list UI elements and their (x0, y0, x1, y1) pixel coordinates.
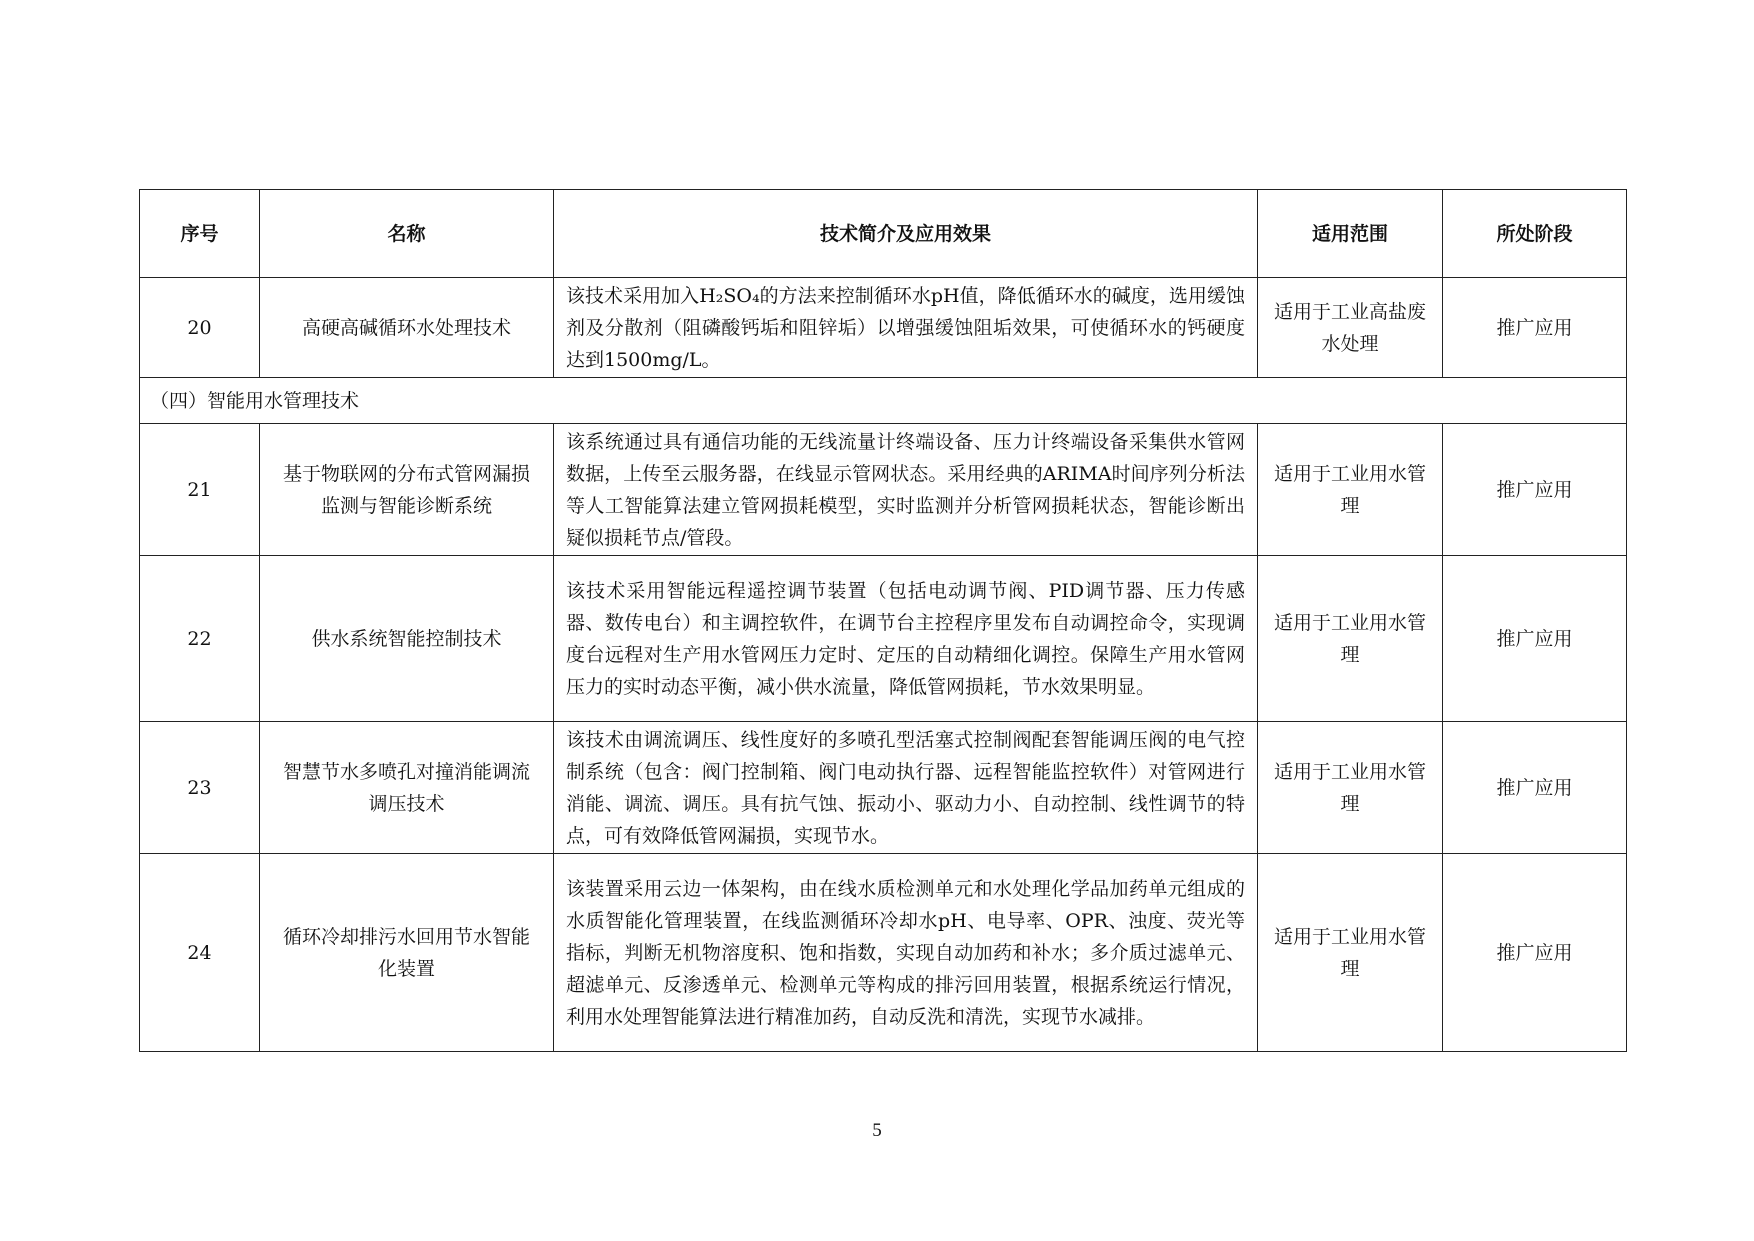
row-name: 高硬高碱循环水处理技术 (260, 278, 554, 378)
row-stage: 推广应用 (1443, 722, 1627, 854)
row-stage: 推广应用 (1443, 424, 1627, 556)
row-scope: 适用于工业用水管理 (1258, 722, 1443, 854)
row-seq: 20 (140, 278, 260, 378)
section-row (140, 378, 1627, 424)
table-row (140, 278, 1627, 378)
row-scope: 适用于工业高盐废水处理 (1258, 278, 1443, 378)
section-title: （四）智能用水管理技术 (140, 378, 1627, 424)
row-stage: 推广应用 (1443, 278, 1627, 378)
row-desc: 该技术由调流调压、线性度好的多喷孔型活塞式控制阀配套智能调压阀的电气控制系统（包含：阀门控制箱、阀门电动执行器、远程智能监控软件）对管网进行消能、调流、调压。具有抗气蚀、振动小、驱动力小、自动控制、线性调节的特点，可有效降低管网漏损，实现节水。 (554, 722, 1258, 854)
table-row (140, 722, 1627, 854)
header-name: 名称 (260, 190, 554, 278)
row-name: 智慧节水多喷孔对撞消能调流调压技术 (260, 722, 554, 854)
header-scope: 适用范围 (1258, 190, 1443, 278)
row-scope: 适用于工业用水管理 (1258, 556, 1443, 722)
row-stage: 推广应用 (1443, 854, 1627, 1052)
page-number: 5 (872, 1120, 882, 1141)
row-name: 循环冷却排污水回用节水智能化装置 (260, 854, 554, 1052)
header-seq: 序号 (140, 190, 260, 278)
row-desc: 该系统通过具有通信功能的无线流量计终端设备、压力计终端设备采集供水管网数据，上传至云服务器，在线显示管网状态。采用经典的ARIMA时间序列分析法等人工智能算法建立管网损耗模型，实时监测并分析管网损耗状态，智能诊断出疑似损耗节点/管段。 (554, 424, 1258, 556)
row-desc: 该装置采用云边一体架构，由在线水质检测单元和水处理化学品加药单元组成的水质智能化管理装置，在线监测循环冷却水pH、电导率、OPR、浊度、荧光等指标，判断无机物溶度积、饱和指数，实现自动加药和补水；多介质过滤单元、超滤单元、反渗透单元、检测单元等构成的排污回用装置，根据系统运行情况，利用水处理智能算法进行精准加药，自动反洗和清洗，实现节水减排。 (554, 854, 1258, 1052)
row-desc: 该技术采用加入H₂SO₄的方法来控制循环水pH值，降低循环水的碱度，选用缓蚀剂及分散剂（阻磷酸钙垢和阻锌垢）以增强缓蚀阻垢效果，可使循环水的钙硬度达到1500mg/L。 (554, 278, 1258, 378)
row-stage: 推广应用 (1443, 556, 1627, 722)
header-desc: 技术简介及应用效果 (554, 190, 1258, 278)
row-seq: 24 (140, 854, 260, 1052)
technology-table (139, 189, 1627, 1052)
row-seq: 23 (140, 722, 260, 854)
row-scope: 适用于工业用水管理 (1258, 854, 1443, 1052)
row-seq: 22 (140, 556, 260, 722)
table-row (140, 424, 1627, 556)
row-name: 基于物联网的分布式管网漏损监测与智能诊断系统 (260, 424, 554, 556)
table-row (140, 556, 1627, 722)
header-stage: 所处阶段 (1443, 190, 1627, 278)
row-desc: 该技术采用智能远程遥控调节装置（包括电动调节阀、PID调节器、压力传感器、数传电台）和主调控软件，在调节台主控程序里发布自动调控命令，实现调度台远程对生产用水管网压力定时、定压的自动精细化调控。保障生产用水管网压力的实时动态平衡，减小供水流量，降低管网损耗，节水效果明显。 (554, 556, 1258, 722)
table-row (140, 854, 1627, 1052)
row-seq: 21 (140, 424, 260, 556)
table-header-row (140, 190, 1627, 278)
row-name: 供水系统智能控制技术 (260, 556, 554, 722)
row-scope: 适用于工业用水管理 (1258, 424, 1443, 556)
